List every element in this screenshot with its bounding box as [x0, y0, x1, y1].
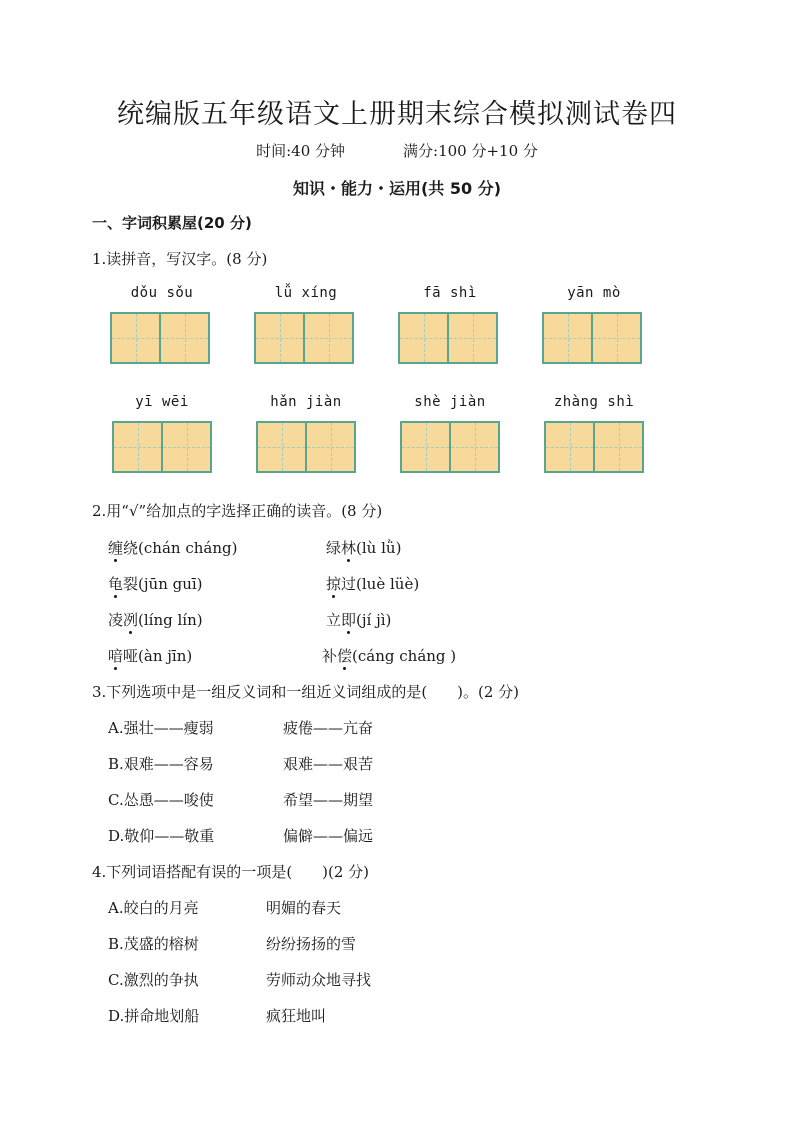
writing-grid[interactable] [254, 312, 354, 364]
pinyin-label: zhàng shì [553, 394, 635, 410]
reading-options: (lù lǜ) [356, 539, 402, 557]
word-char: 补 [322, 647, 338, 665]
writing-grid[interactable] [400, 421, 500, 473]
dotted-char: 龟 [108, 575, 124, 593]
dotted-char: 即 [341, 611, 357, 629]
question-4-prompt: 4.下列词语搭配有误的一项是( )(2 分) [92, 863, 370, 881]
word-char: 立 [326, 611, 342, 629]
dotted-char: 缠 [108, 539, 124, 557]
word-char: 哑 [123, 647, 139, 665]
reading-options: (chán cháng) [138, 539, 238, 557]
option-phrase: 劳师动众地寻找 [266, 971, 372, 989]
option-phrase: 明媚的春天 [266, 899, 342, 917]
writing-grid[interactable] [112, 421, 212, 473]
choice-option-d[interactable]: D.敬仰——敬重 [108, 827, 215, 845]
choice-option-c[interactable]: C.怂恿——唆使 [108, 791, 214, 809]
writing-grid[interactable] [256, 421, 356, 473]
dotted-char: 林 [341, 539, 357, 557]
full-score: 满分:100 分+10 分 [403, 142, 538, 160]
writing-grid[interactable] [544, 421, 644, 473]
pinyin-label: shè jiàn [414, 394, 486, 410]
writing-grid[interactable] [110, 312, 210, 364]
option-word-pair: 疲倦——亢奋 [283, 719, 374, 737]
reading-item[interactable] [108, 609, 203, 630]
reading-options: (cáng cháng ) [352, 647, 457, 665]
dotted-char: 掠 [326, 575, 342, 593]
reading-item[interactable] [108, 645, 192, 666]
reading-options: (jí jì) [356, 611, 392, 629]
time-limit: 时间:40 分钟 [256, 142, 346, 160]
reading-options: (jūn guī) [138, 575, 203, 593]
word-char: 过 [341, 575, 357, 593]
choice-option-b[interactable]: B.茂盛的榕树 [108, 935, 199, 953]
section-title: 一、字词积累屋(20 分) [92, 214, 252, 232]
word-char: 绕 [123, 539, 139, 557]
choice-option-a[interactable]: A.皎白的月亮 [108, 899, 199, 917]
option-phrase: 纷纷扬扬的雪 [266, 935, 357, 953]
question-2-prompt: 2.用“√”给加点的字选择正确的读音。(8 分) [92, 502, 383, 520]
option-word-pair: 希望——期望 [283, 791, 374, 809]
pinyin-label: hǎn jiàn [270, 394, 342, 410]
question-3-prompt: 3.下列选项中是一组反义词和一组近义词组成的是( )。(2 分) [92, 683, 520, 701]
pinyin-label: yān mò [567, 285, 621, 301]
dotted-char: 偿 [337, 647, 353, 665]
reading-options: (líng lín) [138, 611, 203, 629]
word-char: 绿 [326, 539, 342, 557]
dotted-char: 喑 [108, 647, 124, 665]
choice-option-b[interactable]: B.艰难——容易 [108, 755, 214, 773]
writing-grid[interactable] [542, 312, 642, 364]
reading-item[interactable] [322, 645, 456, 666]
choice-option-d[interactable]: D.拼命地划船 [108, 1007, 200, 1025]
pinyin-label: lǚ xíng [274, 285, 338, 301]
question-1-prompt: 1.读拼音，写汉字。(8 分) [92, 250, 268, 268]
word-char: 裂 [123, 575, 139, 593]
reading-item[interactable] [326, 573, 419, 594]
choice-option-a[interactable]: A.强壮——瘦弱 [108, 719, 214, 737]
reading-options: (àn jīn) [138, 647, 193, 665]
pinyin-label: dǒu sǒu [130, 285, 194, 301]
reading-item[interactable] [108, 573, 203, 594]
page-title: 统编版五年级语文上册期末综合模拟测试卷四 [117, 99, 677, 130]
writing-grid[interactable] [398, 312, 498, 364]
reading-item[interactable] [108, 537, 237, 558]
choice-option-c[interactable]: C.激烈的争执 [108, 971, 199, 989]
option-word-pair: 艰难——艰苦 [283, 755, 374, 773]
option-word-pair: 偏僻——偏远 [283, 827, 374, 845]
dotted-char: 冽 [123, 611, 139, 629]
word-char: 凌 [108, 611, 124, 629]
part-title: 知识・能力・运用(共 50 分) [292, 179, 502, 198]
reading-item[interactable] [326, 537, 401, 558]
reading-item[interactable] [326, 609, 391, 630]
pinyin-label: fā shì [423, 285, 477, 301]
option-phrase: 疯狂地叫 [266, 1007, 327, 1025]
exam-info [0, 140, 794, 161]
pinyin-label: yī wēi [135, 394, 189, 410]
reading-options: (luè lüè) [356, 575, 420, 593]
